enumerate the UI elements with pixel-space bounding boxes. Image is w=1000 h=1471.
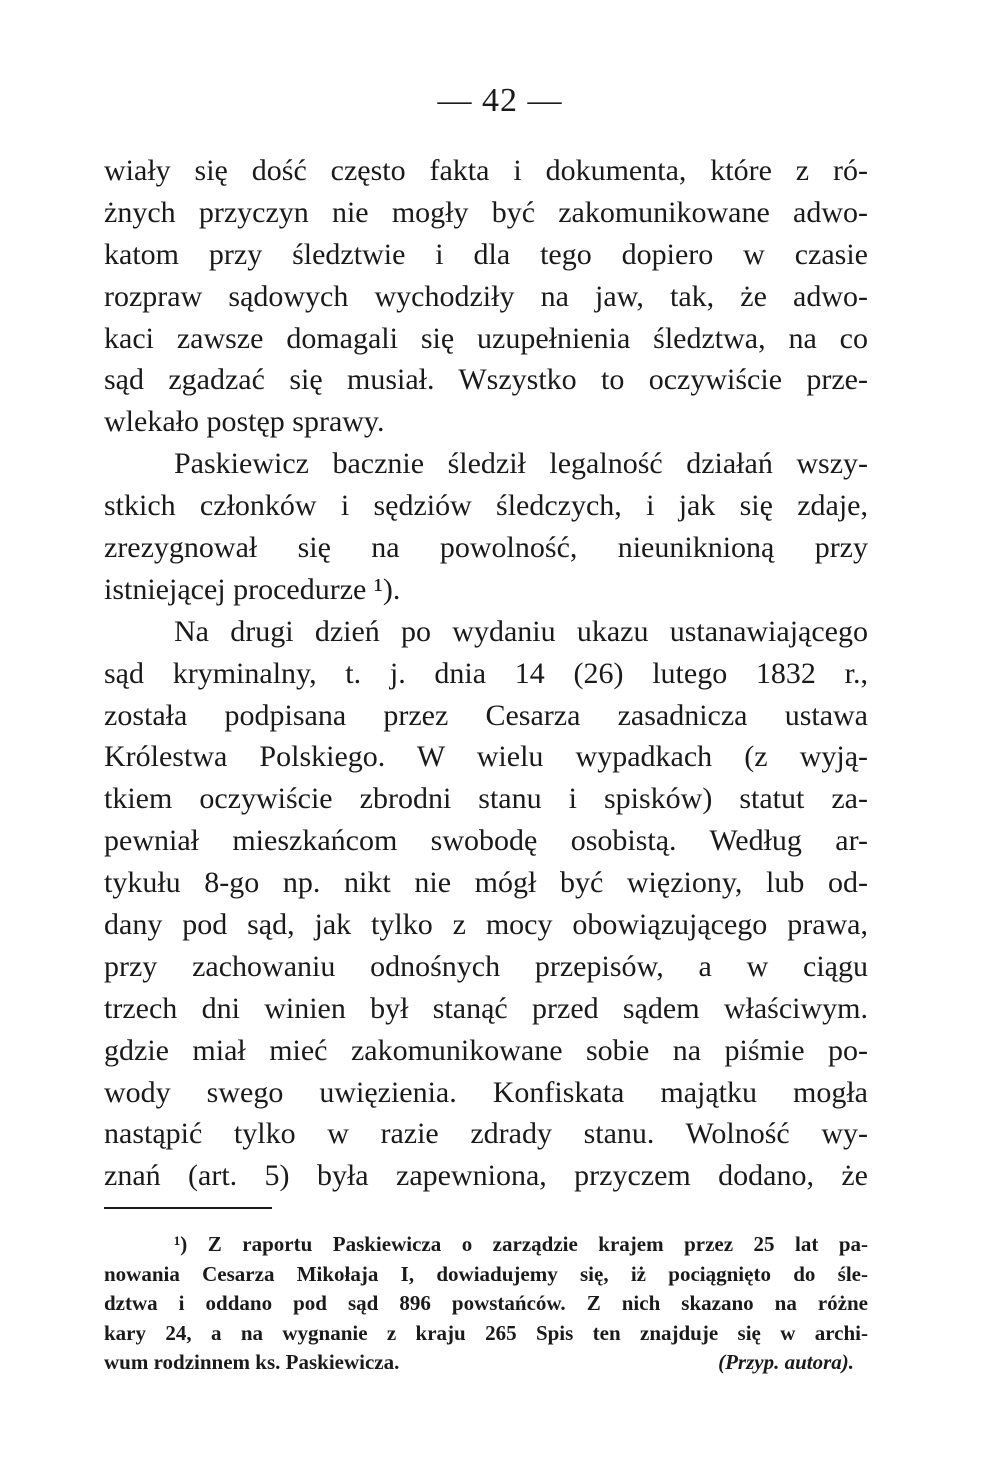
text-line: Królestwa Polskiego. W wielu wypadkach (z wyją- bbox=[104, 740, 868, 774]
text-line: wody swego uwięzienia. Konfiskata majątku mogła bbox=[104, 1075, 868, 1109]
text-line: żnych przyczyn nie mogły być zakomunikowane adwo- bbox=[104, 195, 868, 229]
text-line: zrezygnował się na powolność, nieuniknioną przy bbox=[104, 531, 868, 565]
text-line: kaci zawsze domagali się uzupełnienia śledztwa, na co bbox=[104, 321, 868, 355]
text-line: Paskiewicz bacznie śledził legalność działań wszy- bbox=[174, 447, 868, 481]
text-line: dany pod sąd, jak tylko z mocy obowiązującego prawa, bbox=[104, 908, 868, 942]
footnote-attribution: (Przyp. autora). bbox=[718, 1350, 854, 1375]
text-line: znań (art. 5) była zapewniona, przyczem dodano, że bbox=[104, 1159, 868, 1193]
text-line: tkiem oczywiście zbrodni stanu i spisków) statut za- bbox=[104, 782, 868, 816]
text-line: rozpraw sądowych wychodziły na jaw, tak, że adwo- bbox=[104, 279, 868, 313]
footnote-divider bbox=[104, 1207, 272, 1209]
footnote-line: nowania Cesarza Mikołaja I, dowiadujemy się, iż pociągnięto do śle- bbox=[104, 1261, 868, 1286]
footnote-text: wum rodzinnem ks. Paskiewicza. bbox=[104, 1350, 400, 1375]
footnote-line: dztwa i oddano pod sąd 896 powstańców. Z nich skazano na różne bbox=[104, 1291, 868, 1316]
page-number: — 42 — bbox=[437, 82, 563, 119]
text-line: trzech dni winien był stanąć przed sądem właściwym. bbox=[104, 991, 868, 1025]
text-line: Na drugi dzień po wydaniu ukazu ustanawiającego bbox=[174, 614, 868, 648]
text-line: gdzie miał mieć zakomunikowane sobie na piśmie po- bbox=[104, 1033, 868, 1067]
text-line: wlekało postęp sprawy. bbox=[104, 405, 385, 439]
text-line: wiały się dość często fakta i dokumenta, które z ró- bbox=[104, 154, 868, 187]
footnotes bbox=[104, 1230, 868, 1378]
text-line: stkich członków i sędziów śledczych, i jak się zdaje, bbox=[104, 489, 868, 523]
text-line: sąd kryminalny, t. j. dnia 14 (26) lutego 1832 r., bbox=[104, 656, 868, 690]
text-line: pewniał mieszkańcom swobodę osobistą. Według ar- bbox=[104, 824, 868, 858]
text-line: nastąpić tylko w razie zdrady stanu. Wolność wy- bbox=[104, 1117, 868, 1151]
footnote-line: ¹) Z raportu Paskiewicza o zarządzie krajem przez 25 lat pa- bbox=[174, 1232, 868, 1256]
body-text bbox=[104, 150, 868, 1197]
text-line: przy zachowaniu odnośnych przepisów, a w ciągu bbox=[104, 949, 868, 983]
text-line: została podpisana przez Cesarza zasadnicza ustawa bbox=[104, 698, 868, 732]
footnote-line-last bbox=[104, 1348, 868, 1378]
text-line: istniejącej procedurze ¹). bbox=[104, 572, 401, 606]
footnote-line: kary 24, a na wygnanie z kraju 265 Spis ten znajduje się w archi- bbox=[104, 1320, 868, 1345]
text-line: tykułu 8-go np. nikt nie mógł być więziony, lub od- bbox=[104, 866, 868, 900]
text-line: katom przy śledztwie i dla tego dopiero w czasie bbox=[104, 237, 868, 271]
text-line: sąd zgadzać się musiał. Wszystko to oczywiście prze- bbox=[104, 363, 868, 397]
